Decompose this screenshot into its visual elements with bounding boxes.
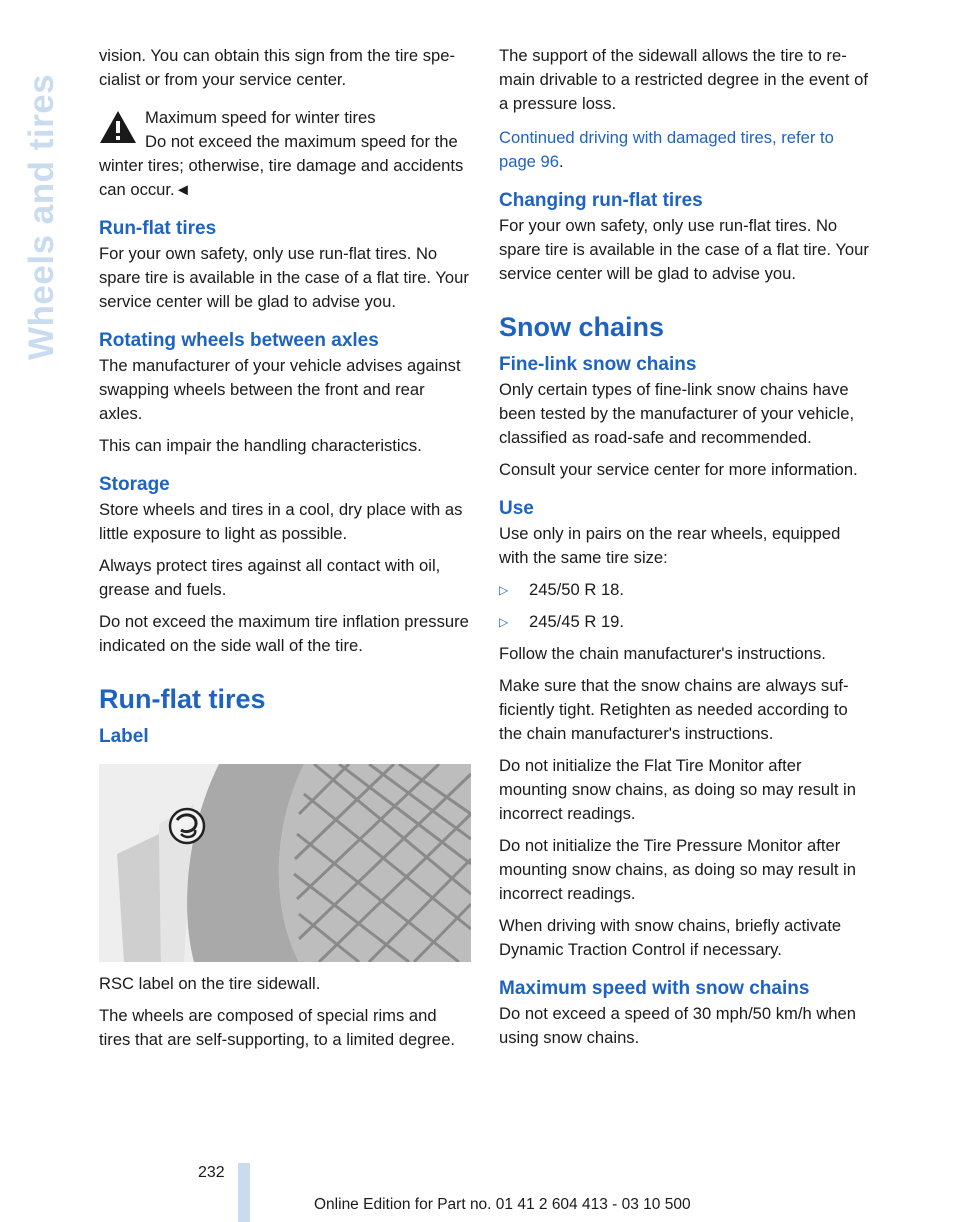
wheels-paragraph: The wheels are composed of special rims and tires that are self-supporting, to a limited degree. xyxy=(99,1006,456,1049)
bullet-icon: ▷ xyxy=(499,583,509,597)
heading-max-speed-snow-chains: Maximum speed with snow chains xyxy=(499,978,810,999)
warning-title: Maximum speed for winter tires xyxy=(145,108,376,127)
image-caption: RSC label on the tire sidewall. xyxy=(99,974,321,993)
list-item-text: 245/50 R 18. xyxy=(529,580,625,599)
warning-box xyxy=(99,106,471,202)
page-96-link[interactable]: Continued driving with damaged tires, refer to page 96 xyxy=(499,128,834,171)
heading-rotating-wheels: Rotating wheels between axles xyxy=(99,330,379,351)
follow-paragraph: Follow the chain manufacturer's instructions. xyxy=(499,644,826,663)
max-speed-paragraph: Do not exceed a speed of 30 mph/50 km/h when using snow chains. xyxy=(499,1004,856,1047)
rotating-paragraph-2: This can impair the handling characteristics. xyxy=(99,436,422,455)
heading-run-flat-tires-section: Run-flat tires xyxy=(99,684,266,714)
heading-label: Label xyxy=(99,726,149,747)
left-column xyxy=(99,44,471,1060)
warning-body: Do not exceed the maximum speed for the winter tires; otherwise, tire damage and accidents can occur.◄ xyxy=(99,132,464,199)
bullet-icon: ▷ xyxy=(499,615,509,629)
intro-paragraph: vision. You can obtain this sign from the tire specialist or from your service center. xyxy=(99,46,456,89)
section-side-tab xyxy=(22,30,66,360)
heading-fine-link: Fine-link snow chains xyxy=(499,354,697,375)
section-side-tab-label: Wheels and tires xyxy=(22,73,61,360)
tire-size-list xyxy=(499,578,871,634)
edition-footer: Online Edition for Part no. 01 41 2 604 413 - 03 10 500 xyxy=(314,1196,691,1213)
storage-paragraph-3: Do not exceed the maximum tire inflation pressure indicated on the side wall of the tire. xyxy=(99,612,469,655)
right-column xyxy=(499,44,871,1058)
use-paragraph: Use only in pairs on the rear wheels, equipped with the same tire size: xyxy=(499,524,841,567)
cross-reference xyxy=(499,126,871,174)
fine-link-paragraph-1: Only certain types of fine-link snow chains have been tested by the manufacturer of your vehicle, classified as road-safe and recommended. xyxy=(499,380,855,447)
flat-tire-monitor-paragraph: Do not initialize the Flat Tire Monitor after mounting snow chains, as doing so may result in incorrect readings. xyxy=(499,756,856,823)
storage-paragraph-1: Store wheels and tires in a cool, dry place with as little exposure to light as possible. xyxy=(99,500,463,543)
warning-triangle-icon xyxy=(99,110,137,144)
list-item-text: 245/45 R 19. xyxy=(529,612,625,631)
footer-bar xyxy=(238,1163,250,1222)
heading-changing-run-flat: Changing run-flat tires xyxy=(499,190,703,211)
heading-storage: Storage xyxy=(99,474,170,495)
storage-paragraph-2: Always protect tires against all contact with oil, grease and fuels. xyxy=(99,556,441,599)
tight-paragraph: Make sure that the snow chains are always sufficiently tight. Retighten as needed according to the chain manufacturer's instructions. xyxy=(499,676,849,743)
cross-reference-period: . xyxy=(558,152,564,171)
changing-paragraph: For your own safety, only use run-flat tires. No spare tire is available in the case of a flat tire. Your service center will be glad to advise you. xyxy=(499,216,869,283)
list-item xyxy=(499,578,871,602)
heading-snow-chains: Snow chains xyxy=(499,312,665,342)
rotating-paragraph-1: The manufacturer of your vehicle advises against swapping wheels between the front and rear axles. xyxy=(99,356,461,423)
fine-link-paragraph-2: Consult your service center for more information. xyxy=(499,460,858,479)
tire-pressure-monitor-paragraph: Do not initialize the Tire Pressure Monitor after mounting snow chains, as doing so may result in incorrect readings. xyxy=(499,836,856,903)
rsc-tire-label-image xyxy=(99,764,471,962)
support-paragraph: The support of the sidewall allows the tire to remain drivable to a restricted degree in the event of a pressure loss. xyxy=(499,46,868,113)
dtc-paragraph: When driving with snow chains, briefly activate Dynamic Traction Control if necessary. xyxy=(499,916,842,959)
heading-run-flat-tires: Run-flat tires xyxy=(99,218,217,239)
list-item xyxy=(499,610,871,634)
page-number: 232 xyxy=(198,1164,225,1181)
heading-use: Use xyxy=(499,498,534,519)
run-flat-paragraph: For your own safety, only use run-flat tires. No spare tire is available in the case of a flat tire. Your service center will be glad to advise you. xyxy=(99,244,469,311)
